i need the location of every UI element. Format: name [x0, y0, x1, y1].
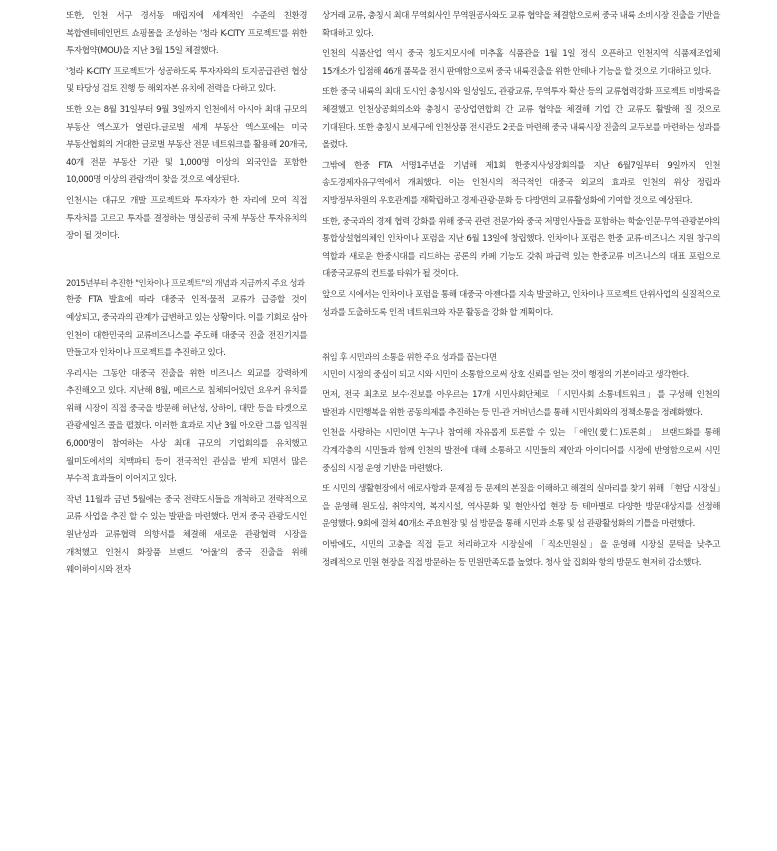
section-spacer	[66, 249, 307, 275]
section-spacer	[322, 325, 720, 349]
paragraph: 한중 FTA 발효에 따라 대중국 인적·물적 교류가 급증할 것이 예상되고, 중국과의 관계가 급변하고 있는 상황이다. 이를 기회로 삼아 인천이 대한민국의 교류비즈니스를 주도해 대중국 진출 전진기지를 만들고자 인차이나 프로젝트를 추진하고 있다.	[66, 295, 307, 359]
paragraph: 인천을 사랑하는 시민이면 누구나 참여해 자유롭게 토론할 수 있는 「애인(愛仁)토론회」 브랜드화를 통해 각계각층의 시민들과 함께 인천의 발전에 대해 소통하고 시민들의 제안과 아이디어를 시정에 반영함으로써 시민 중심의 시정 운영 기반을 마련했다.	[322, 428, 720, 474]
paragraph: 또한, 중국과의 경제 협력 강화를 위해 중국 관련 전문가와 중국 저명인사들을 포함하는 학술·인문·무역·관광분야의 통합상설협의체인 인차이나 포럼을 지난 6월 13일에 창립했다. 인차이나 포럼은 한중 교류·비즈니스 지원 창구의 역할과 새로운 한중시대를 리드하는 공론의 카페 기능도 갖춰 파급력 있는 한중교류 비즈니스의 대표 포럼으로 대중국교류의 컨트롤 타워가 될 것이다.	[322, 216, 720, 280]
paragraph: 작년 11월과 금년 5월에는 중국 전략도시들을 개척하고 전략적으로 교류 사업을 추진 할 수 있는 발판을 마련했다. 먼저 중국 관광도시인 원난성과 교류협력 의향서를 체결해 새로운 관광협력 시장을 개척했고 인천시 화장품 브랜드 '어울'의 중국 진출을 위해 웨이하이시와 전자	[66, 494, 307, 576]
paragraph: 인천시는 대규모 개발 프로젝트와 투자자가 한 자리에 모여 직접 투자처를 고르고 투자를 결정하는 명실공히 국제 부동산 투자유치의 장이 될 것이다.	[66, 195, 307, 242]
paragraph: 우리시는 그동안 대중국 진출을 위한 비즈니스 외교를 강력하게 추진해오고 있다. 지난해 8월, 메르스로 침체되어있던 요우커 유치를 위해 시장이 직접 중국을 방문해 허난성, 상하이, 대만 등을 타겟으로 관광세일즈 콜을 펼쳤다. 이러한 효과로 지난 3월 아오란 그룹 임직원 6,000명이 참여하는 사상 최대 규모의 기업회의를 유치했고 월미도에서의 치맥파티 등이 전국적인 관심을 받게 되면서 많은 부수적 효과들이 이어지고 있다.	[66, 368, 307, 485]
paragraph: 인천의 식품산업 역시 중국 칭도지모시에 미추홀 식품관을 1월 1일 정식 오픈하고 인천지역 식품제조업체 15개소가 입점해 46개 품목을 전시 판매함으로써 중국 내륙진출을 위한 안테나 기능을 할 것으로 기대하고 있다.	[322, 49, 720, 77]
paragraph: 그밖에 한중 FTA 서명1주년을 기념해 제1회 한중지사성장회의를 지난 6월7일부터 9일까지 인천 송도경제자유구역에서 개최했다. 이는 인천시의 적극적인 대중국 외교의 효과로 인천의 위상 정립과 지방정부차원의 우호관계를 재확립하고 경제·관광·문화 등 다방면의 교류활성화에 기여할 것으로 예상된다.	[322, 160, 720, 206]
paragraph: 또한 중국 내륙의 최대 도시인 충칭시와 일성일도, 관광교류, 무역투자 확산 등의 교류협력강화 프로젝트 비방록을 체결했고 인천상공회의소와 충칭시 공상업연합회 간 교류 협약을 체결해 기업 간 교류도 활발해 질 것으로 기대된다. 또한 충칭시 보세구에 인천상품 전시관도 2곳을 마련해 중국 내륙시장 진출의 교두보를 마련하는 성과를 올렸다.	[322, 87, 720, 151]
paragraph: 또 시민의 생활현장에서 애로사항과 문제점 등 문제의 본질을 이해하고 해결의 실마리를 찾기 위해 「현답 시장실」을 운영해 원도심, 취약지역, 복지시설, 역사문화 및 현안사업 현장 등 테마별로 다양한 방문대상지를 선정해 운영했다. 9회에 걸쳐 40개소 주요현장 및 섬 방문을 통해 시민과 소통 및 섬 관광활성화의 기틀을 마련했다.	[322, 484, 720, 530]
left-column	[66, 8, 307, 583]
paragraph: 또한 오는 8월 31일부터 9월 3일까지 인천에서 아시아 최대 규모의 부동산 엑스포가 열린다.글로벌 세계 부동산 엑스포에는 미국 부동산협회의 거대한 글로벌 부동산 전문 네트워크를 활용해 20개국, 40개 전문 부동산 기관 및 1,000명 이상의 외국인을 포함한 10,000명 이상의 관람객이 찾을 것으로 예상된다.	[66, 104, 307, 186]
paragraph: 이밖에도, 시민의 고충을 직접 듣고 처리하고자 시장실에 「직소민원실」을 운영해 시장실 문턱을 낮추고 정례적으로 민원 현장을 직접 방문하는 등 민원만족도를 높였다. 청사 앞 집회와 항의 방문도 현저히 감소했다.	[322, 540, 720, 568]
paragraph: 또한, 인천 서구 경서동 매립지에 세계적인 수준의 친환경 복합엔테테인먼트 쇼핑몰을 조성하는 '청라 K-CITY 프로젝트'를 위한 투자협약(MOU)을 지난 3월 15일 체결했다.	[66, 11, 307, 57]
paragraph: 상거래 교류, 충칭시 최대 무역회사인 무역원공사와도 교류 협약을 체결함으로써 중국 내륙 소비시장 진출을 기반을 확대하고 있다.	[322, 11, 720, 39]
section-heading: 취임 후 시민과의 소통을 위한 주요 성과를 꼽는다면	[322, 352, 497, 363]
paragraph: 앞으로 시에서는 인차이나 포럼을 통해 대중국 아젠다를 지속 발굴하고, 인차이나 프로젝트 단위사업의 실질적으로 성과를 도출하도록 인적 네트워크와 자문 활동을 강화 할 계획이다.	[322, 289, 720, 318]
paragraph: 시민이 시정의 중심이 되고 시와 시민이 소통함으로써 상호 신뢰를 얻는 것이 행정의 기본이라고 생각한다.	[322, 369, 689, 380]
section-heading: 2015년부터 추진한 "인차이나 프로젝트"의 개념과 지금까지 주요 성과	[66, 277, 305, 288]
right-column	[322, 8, 720, 575]
paragraph: 먼저, 전국 최초로 보수·진보를 아우르는 17개 시민사회단체로 「시민사회 소통네트워크」를 구성해 인천의 발전과 시민행복을 위한 공동의제를 추진하는 등 민-관 거버넌스를 통해 시민사회와의 정책소통을 정례화했다.	[322, 390, 720, 418]
paragraph: '청라 K-CITY 프로젝트'가 성공하도록 투자자와의 토지공급관련 협상 및 타당성 검토 진행 등 해외자본 유치에 전력을 다하고 있다.	[66, 66, 307, 95]
